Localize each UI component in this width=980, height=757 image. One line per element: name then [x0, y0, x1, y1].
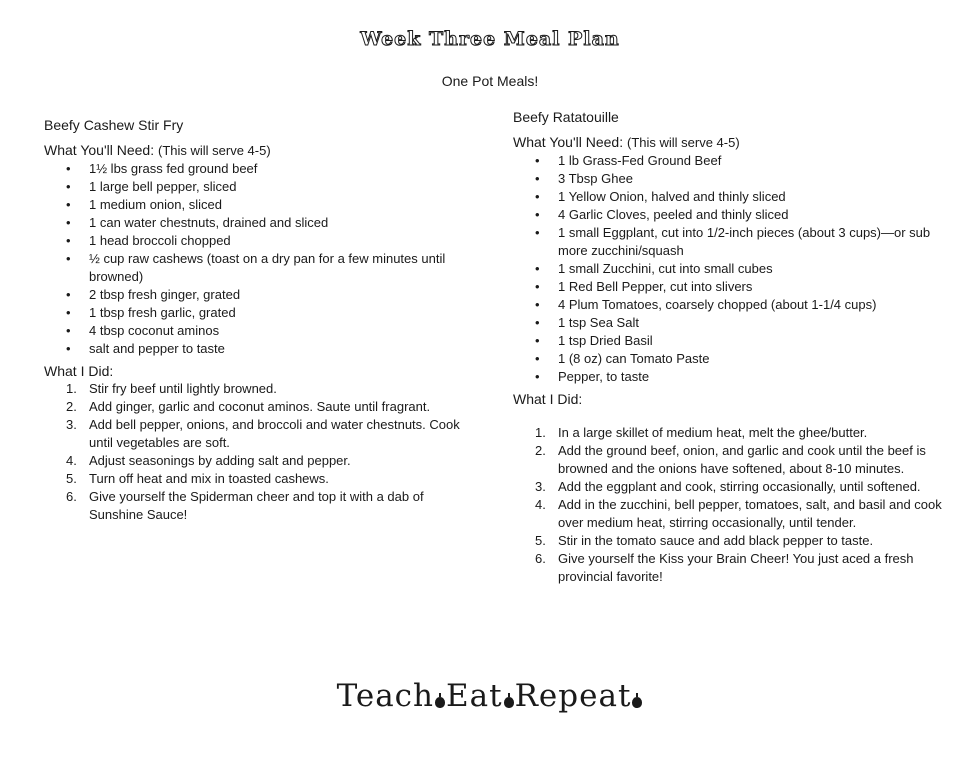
serve-note: (This will serve 4-5)	[157, 143, 271, 158]
list-item: • 4 Plum Tomatoes, coarsely chopped (about 1-1/4 cups)	[513, 296, 943, 314]
footer-word: Teach	[336, 678, 435, 714]
list-item: • 1½ lbs grass fed ground beef	[44, 160, 464, 178]
list-item: • Pepper, to taste	[513, 368, 943, 386]
recipe-title: Beefy Ratatouille	[513, 109, 619, 125]
serve-note: (This will serve 4-5)	[626, 135, 740, 150]
list-item: 5. Stir in the tomato sauce and add black pepper to taste.	[535, 533, 874, 548]
ingredient-list	[44, 160, 464, 358]
list-item: • 1 can water chestnuts, drained and sliced	[44, 214, 464, 232]
list-item: • salt and pepper to taste	[44, 340, 464, 358]
step-list	[513, 424, 943, 586]
list-item: • 1 tsp Sea Salt	[513, 314, 943, 332]
ingredients-heading	[513, 133, 943, 152]
footer-word: Repeat	[514, 678, 632, 714]
list-item: • 1 Red Bell Pepper, cut into slivers	[513, 278, 943, 296]
recipe-column-left	[44, 116, 464, 524]
list-item: 6. Give yourself the Spiderman cheer and top it with a dab of Sunshine Sauce!	[66, 489, 424, 522]
recipe-column-right	[513, 108, 943, 586]
list-item: 6. Give yourself the Kiss your Brain Cheer! You just aced a fresh provincial favorite!	[535, 551, 914, 584]
page-subtitle: One Pot Meals!	[441, 73, 539, 89]
list-item: • 1 tsp Dried Basil	[513, 332, 943, 350]
list-item: 5. Turn off heat and mix in toasted cashews.	[66, 471, 329, 486]
ingredient-list	[513, 152, 943, 386]
list-item: • 1 medium onion, sliced	[44, 196, 464, 214]
list-item: • 4 Garlic Cloves, peeled and thinly sliced	[513, 206, 943, 224]
list-item: • 3 Tbsp Ghee	[513, 170, 943, 188]
list-item: 2. Add the ground beef, onion, and garlic and cook until the beef is browned and the onions have softened, about 8-10 minutes.	[535, 443, 926, 476]
list-item: • 1 (8 oz) can Tomato Paste	[513, 350, 943, 368]
need-label: What You'll Need:	[513, 134, 624, 150]
list-item: 3. Add the eggplant and cook, stirring occasionally, until softened.	[535, 479, 921, 494]
list-item: • 1 lb Grass-Fed Ground Beef	[513, 152, 943, 170]
list-item: • 1 large bell pepper, sliced	[44, 178, 464, 196]
need-label: What You'll Need:	[44, 142, 155, 158]
ingredients-heading	[44, 141, 464, 160]
list-item: • 1 head broccoli chopped	[44, 232, 464, 250]
steps-heading: What I Did:	[44, 363, 114, 379]
list-item: • 1 small Zucchini, cut into small cubes	[513, 260, 943, 278]
list-item: 4. Add in the zucchini, bell pepper, tomatoes, salt, and basil and cook over medium heat, stirring occasionally, until tender.	[535, 497, 942, 530]
apple-icon	[632, 697, 642, 708]
footer-word: Eat	[446, 678, 503, 714]
page-title: Week Three Meal Plan	[360, 28, 620, 50]
list-item: • 1 Yellow Onion, halved and thinly sliced	[513, 188, 943, 206]
list-item: 4. Adjust seasonings by adding salt and pepper.	[66, 453, 351, 468]
recipe-title: Beefy Cashew Stir Fry	[44, 117, 184, 133]
list-item: • ½ cup raw cashews (toast on a dry pan for a few minutes until browned)	[44, 250, 464, 286]
list-item: 1. Stir fry beef until lightly browned.	[66, 381, 277, 396]
apple-icon	[435, 697, 445, 708]
list-item: • 1 tbsp fresh garlic, grated	[44, 304, 464, 322]
steps-heading: What I Did:	[513, 391, 583, 407]
apple-icon	[504, 697, 514, 708]
list-item: • 2 tbsp fresh ginger, grated	[44, 286, 464, 304]
list-item: 1. In a large skillet of medium heat, melt the ghee/butter.	[535, 425, 868, 440]
list-item: • 1 small Eggplant, cut into 1/2-inch pieces (about 3 cups)—or sub more zucchini/squash	[513, 224, 943, 260]
step-list	[44, 380, 464, 524]
footer-logo	[0, 678, 980, 714]
list-item: 3. Add bell pepper, onions, and broccoli and water chestnuts. Cook until vegetables are soft.	[66, 417, 460, 450]
list-item: 2. Add ginger, garlic and coconut aminos. Saute until fragrant.	[66, 399, 431, 414]
list-item: • 4 tbsp coconut aminos	[44, 322, 464, 340]
